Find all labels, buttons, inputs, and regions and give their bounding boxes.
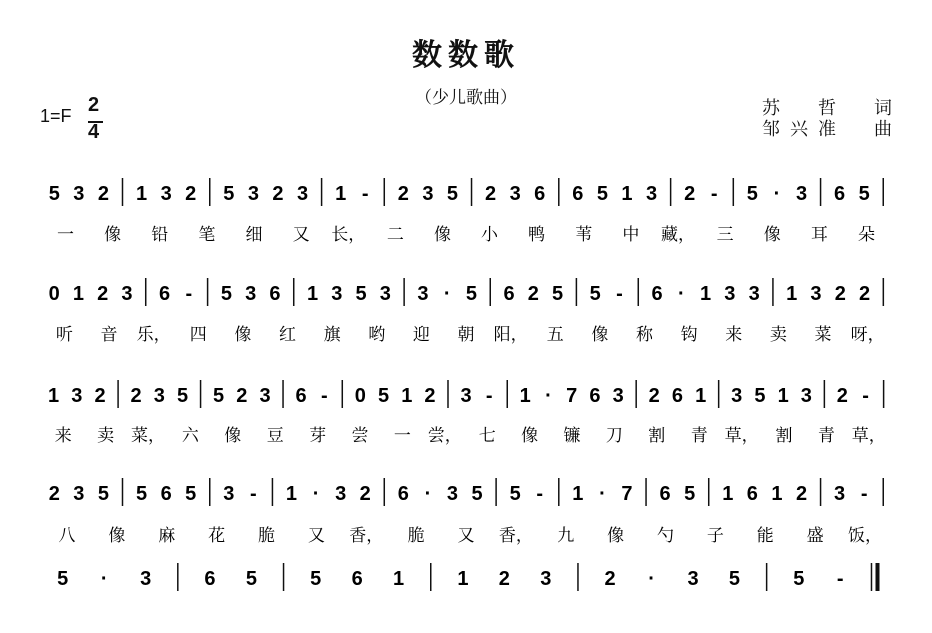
lyric-syllable: 香， — [498, 526, 533, 546]
score-note: 5 — [355, 283, 367, 305]
score-note: 2 — [48, 483, 60, 505]
time-signature-top: 2 — [88, 94, 100, 116]
score-note: 3 — [121, 283, 133, 305]
lyric-syllable: 八 — [58, 526, 76, 546]
lyric-syllable: 又 — [292, 225, 310, 245]
score-note: 5 — [97, 483, 110, 505]
score-note: 2 — [424, 385, 436, 407]
score-note: 3 — [834, 483, 846, 505]
score-note: 6 — [269, 283, 281, 305]
score-note: 5 — [185, 483, 197, 505]
score-note: 5 — [754, 385, 766, 407]
score-note: 5 — [552, 283, 564, 305]
score-note: 1 — [771, 483, 783, 505]
score-note: 3 — [724, 283, 736, 305]
score-note: 2 — [834, 283, 846, 305]
lyric-syllable: 豆 — [266, 426, 284, 446]
lyric-syllable: 六 — [181, 426, 199, 446]
lyric-syllable: 笔 — [198, 225, 216, 245]
score-note: 1 — [457, 568, 469, 590]
score-note: 6 — [160, 483, 172, 505]
score-note: 7 — [566, 385, 578, 407]
score-note: 3 — [335, 483, 347, 505]
score-note: 1 — [700, 283, 712, 305]
score-note: 3 — [460, 385, 472, 407]
score-note: 6 — [671, 385, 683, 407]
score-note: 2 — [359, 483, 371, 505]
lyric-syllable: 草， — [724, 426, 759, 446]
score-note: 6 — [397, 483, 409, 505]
lyric-syllable: 勺 — [657, 526, 675, 546]
score-note: 6 — [572, 183, 584, 205]
score-note: 3 — [73, 483, 85, 505]
score-note: 3 — [296, 183, 309, 205]
lyric-syllable: 像 — [234, 325, 252, 345]
score-note: 3 — [259, 385, 271, 407]
score-note: 1 — [722, 483, 734, 505]
score-note: 6 — [295, 385, 307, 407]
score-note: · — [545, 385, 552, 407]
score-note: 2 — [97, 283, 109, 305]
score-note: 2 — [130, 385, 142, 407]
score-note: 1 — [393, 568, 405, 590]
score-note: 3 — [446, 483, 459, 505]
lyric-syllable: 耳 — [810, 225, 828, 245]
score-note: - — [485, 385, 493, 407]
score-note: 3 — [795, 183, 808, 205]
score-note: 1 — [306, 283, 319, 305]
score-note: 6 — [834, 183, 846, 205]
lyric-syllable: 割 — [775, 426, 793, 446]
lyric-syllable: 像 — [521, 426, 539, 446]
score-note: 5 — [57, 568, 69, 590]
lyric-syllable: 哟 — [368, 325, 386, 345]
score-note: 1 — [401, 385, 413, 407]
score-note: 3 — [687, 568, 699, 590]
lyric-syllable: 尝 — [351, 426, 369, 446]
lyric-syllable: 音 — [100, 325, 118, 345]
score-note: - — [862, 385, 869, 407]
score-note: 2 — [527, 283, 539, 305]
score-note: 2 — [836, 385, 848, 407]
lyric-syllable: 铅 — [151, 225, 169, 245]
score-note: 6 — [534, 183, 546, 205]
lyric-syllable: 脆 — [407, 526, 425, 546]
score-note: 2 — [185, 183, 197, 205]
lyric-syllable: 来 — [54, 426, 72, 446]
score-note: 2 — [498, 568, 510, 590]
score-note: 5 — [310, 568, 322, 590]
score-note: - — [616, 283, 623, 305]
lyric-syllable: 青 — [690, 426, 708, 446]
lyric-syllable: 苇 — [575, 225, 593, 245]
lyric-syllable: 二 — [386, 225, 404, 245]
score-note: 6 — [204, 568, 216, 590]
score-note: 6 — [351, 568, 363, 590]
score-note: 1 — [48, 385, 60, 407]
lyric-syllable: 称 — [636, 325, 654, 345]
score-note: 3 — [160, 183, 172, 205]
score-note: 1 — [135, 183, 148, 205]
score-note: 5 — [377, 385, 390, 407]
lyric-syllable: 细 — [245, 225, 263, 245]
score-note: 2 — [684, 183, 696, 205]
score-note: 3 — [247, 183, 259, 205]
score-note: - — [250, 483, 257, 505]
score-note: 6 — [746, 483, 758, 505]
score-note: 5 — [220, 283, 232, 305]
lyric-syllable: 又 — [307, 526, 325, 546]
score-note: 3 — [810, 283, 822, 305]
lyric-syllable: 小 — [481, 225, 499, 245]
lyric-syllable: 藏， — [661, 225, 695, 245]
lyric-syllable: 红 — [278, 325, 296, 345]
score-note: 2 — [236, 385, 248, 407]
song-title: 数数歌 — [412, 38, 520, 73]
lyric-syllable: 青 — [817, 426, 835, 446]
score-note: 2 — [94, 385, 106, 407]
score-note: - — [710, 183, 718, 205]
score-note: 2 — [648, 385, 660, 407]
score-note: 6 — [503, 283, 515, 305]
lyric-syllable: 钩 — [680, 325, 698, 345]
score-note: 2 — [858, 283, 871, 305]
key-signature: 1=F — [40, 106, 72, 126]
score-note: 5 — [245, 568, 257, 590]
score-note: · — [443, 283, 451, 305]
score-note: 1 — [285, 483, 298, 505]
score-note: 3 — [379, 283, 391, 305]
score-note: 5 — [596, 183, 608, 205]
score-note: 5 — [135, 483, 148, 505]
score-note: · — [648, 568, 655, 590]
lyric-syllable: 饭， — [848, 526, 883, 546]
lyric-syllable: 花 — [208, 526, 226, 546]
lyric-syllable: 卖 — [97, 426, 115, 446]
lyric-syllable: 像 — [607, 526, 625, 546]
score-note: - — [185, 283, 193, 305]
lyric-syllable: 香， — [349, 526, 384, 546]
score-note: 3 — [153, 385, 165, 407]
score-note: 3 — [748, 283, 760, 305]
lyric-syllable: 菜 — [814, 325, 832, 345]
score-note: 2 — [272, 183, 284, 205]
score-note: 1 — [335, 183, 347, 205]
score-note: · — [678, 283, 685, 305]
lyric-syllable: 来 — [725, 325, 743, 345]
score-note: 6 — [651, 283, 663, 305]
lyric-syllable: 长， — [331, 225, 366, 245]
lyric-syllable: 九 — [557, 526, 575, 546]
score-note: 5 — [223, 183, 235, 205]
lyric-syllable: 朝 — [457, 325, 475, 345]
lyric-syllable: 镰 — [563, 426, 581, 446]
score-note: 1 — [777, 385, 789, 407]
score-note: 5 — [746, 183, 758, 205]
score-note: 3 — [612, 385, 624, 407]
score-note: 2 — [795, 483, 808, 505]
score-note: 1 — [621, 183, 633, 205]
time-signature-bottom: 4 — [88, 121, 100, 143]
score-note: · — [424, 483, 432, 505]
score-note: - — [320, 385, 328, 407]
score-note: · — [599, 483, 606, 505]
lyric-syllable: 菜， — [131, 426, 165, 446]
score-note: 3 — [71, 385, 83, 407]
lyric-syllable: 像 — [104, 225, 122, 245]
score-note: 3 — [73, 183, 85, 205]
score-note: 1 — [695, 385, 707, 407]
score-note: 3 — [800, 385, 812, 407]
score-note: 3 — [422, 183, 434, 205]
lyric-syllable: 四 — [189, 325, 207, 345]
score-note: 6 — [158, 283, 171, 305]
lyric-syllable: 听 — [55, 325, 73, 345]
lyric-syllable: 像 — [224, 426, 242, 446]
score-note: 5 — [509, 483, 521, 505]
score-note: 3 — [140, 568, 152, 590]
score-note: · — [100, 568, 108, 590]
score-note: 5 — [728, 568, 741, 590]
score-note: 5 — [176, 385, 189, 407]
score-note: 3 — [509, 183, 521, 205]
score-note: 1 — [519, 385, 531, 407]
lyric-syllable: 迎 — [412, 325, 430, 345]
lyric-syllable: 刀 — [605, 426, 623, 446]
score-note: 5 — [589, 283, 601, 305]
score-note: 5 — [471, 483, 483, 505]
lyric-syllable: 旗 — [323, 325, 341, 345]
lyric-syllable: 像 — [763, 225, 781, 245]
score-note: 5 — [793, 568, 805, 590]
lyric-syllable: 卖 — [769, 325, 787, 345]
score-note: 2 — [485, 183, 497, 205]
lyric-syllable: 草， — [851, 426, 886, 446]
lyric-syllable: 鸭 — [528, 225, 546, 245]
composer-credit: 邹兴准 曲 — [762, 119, 902, 140]
score-note: 5 — [684, 483, 696, 505]
score-note: 2 — [97, 183, 110, 205]
lyric-syllable: 像 — [591, 325, 609, 345]
lyric-syllable: 麻 — [158, 526, 176, 546]
score-note: 0 — [354, 385, 366, 407]
lyric-syllable: 呀， — [850, 325, 885, 345]
score-note: - — [836, 568, 844, 590]
score-note: 7 — [621, 483, 633, 505]
lyric-syllable: 五 — [546, 325, 564, 345]
song-subtitle: （少儿歌曲） — [415, 88, 517, 108]
score-note: 5 — [213, 385, 225, 407]
score-note: 5 — [48, 183, 60, 205]
score-note: 6 — [659, 483, 671, 505]
lyric-syllable: 乐， — [136, 325, 171, 345]
score-note: 1 — [572, 483, 584, 505]
lyric-syllable: 三 — [716, 225, 734, 245]
score-note: 3 — [731, 385, 743, 407]
lyric-syllable: 像 — [108, 526, 126, 546]
lyric-syllable: 像 — [433, 225, 451, 245]
score-note: - — [860, 483, 868, 505]
score-note: 3 — [223, 483, 235, 505]
score-note: 3 — [331, 283, 343, 305]
lyric-syllable: 又 — [457, 526, 475, 546]
lyric-syllable: 尝， — [427, 426, 462, 446]
score-note: · — [312, 483, 320, 505]
score-note: 2 — [604, 568, 616, 590]
lyric-syllable: 朵 — [857, 225, 875, 245]
score-note: 5 — [858, 183, 870, 205]
score-note: 1 — [786, 283, 798, 305]
lyricist-credit: 苏 哲 词 — [762, 98, 902, 119]
score-note: 3 — [540, 568, 552, 590]
score-note: · — [773, 183, 781, 205]
score-note: 6 — [589, 385, 601, 407]
score-note: 3 — [417, 283, 429, 305]
lyric-syllable: 割 — [648, 426, 666, 446]
lyric-syllable: 能 — [756, 526, 774, 546]
lyric-syllable: 七 — [478, 426, 496, 446]
score-note: 3 — [245, 283, 257, 305]
score-note: 0 — [48, 283, 60, 305]
score-note: 1 — [72, 283, 84, 305]
score-note: - — [361, 183, 369, 205]
score-note: 3 — [646, 183, 658, 205]
lyric-syllable: 子 — [706, 526, 724, 546]
lyric-syllable: 一 — [393, 426, 411, 446]
lyric-syllable: 中 — [622, 225, 640, 245]
score-note: 2 — [397, 183, 409, 205]
lyric-syllable: 阳， — [493, 325, 528, 345]
lyric-syllable: 脆 — [257, 526, 275, 546]
score-note: 5 — [465, 283, 478, 305]
lyric-syllable: 芽 — [309, 426, 327, 446]
lyric-syllable: 一 — [57, 225, 75, 245]
score-note: 5 — [446, 183, 459, 205]
lyric-syllable: 盛 — [806, 526, 824, 546]
score-note: - — [536, 483, 544, 505]
